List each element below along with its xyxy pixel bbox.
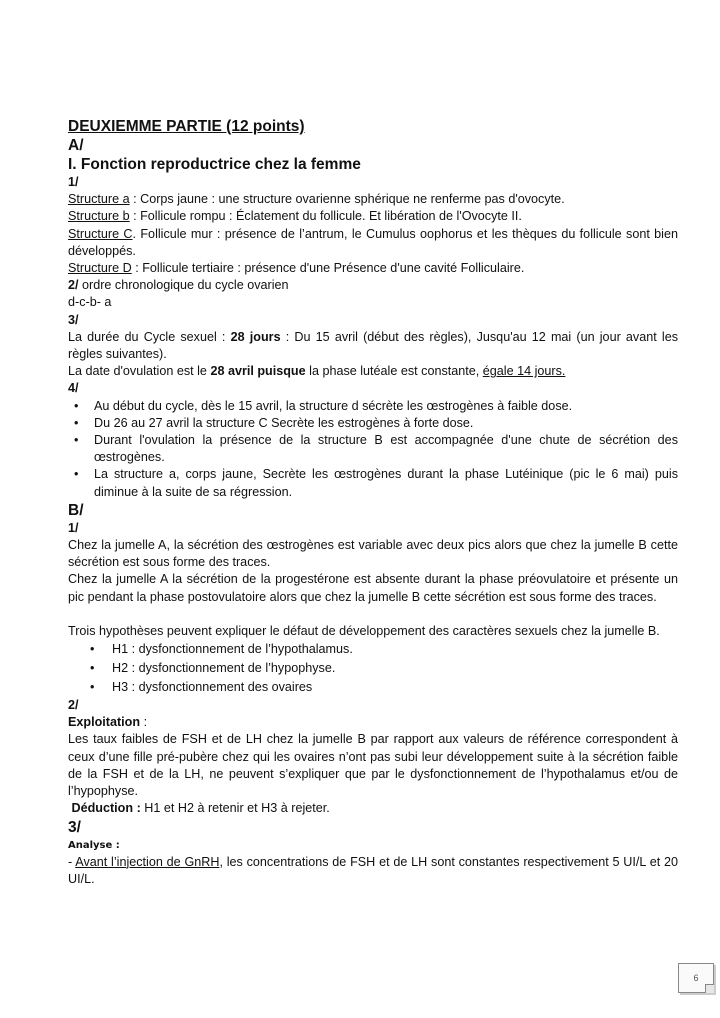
list-item: • H1 : dysfonctionnement de l’hypothalamus. [68, 640, 678, 659]
q3-number: 3/ [68, 312, 79, 327]
q1-number: 1/ [68, 175, 79, 189]
q4-number: 4/ [68, 381, 79, 396]
section-i-title: I. Fonction reproductrice chez la femme [68, 156, 361, 173]
b-paragraph-1: Chez la jumelle A, la sécrétion des œstrogènes est variable avec deux pics alors que chez la jumelle B cette sécrétion est sous forme des traces. [68, 538, 678, 570]
b-paragraph-3: Trois hypothèses peuvent expliquer le défaut de développement des caractères sexuels chez la jumelle B. [68, 623, 660, 638]
list-item: • Au début du cycle, dès le 15 avril, la structure d sécrète les œstrogènes à faible dose. [68, 398, 678, 415]
ovulation-date: La date d'ovulation est le 28 avril puisque la phase lutéale est constante, égale 14 jours. [68, 364, 566, 379]
list-item: • H3 : dysfonctionnement des ovaires [68, 678, 678, 697]
spacer [68, 606, 678, 623]
q4-bullet-list [68, 398, 678, 501]
page-number: 6 [678, 963, 714, 993]
deduction-line: Déduction : H1 et H2 à retenir et H3 à rejeter. [71, 801, 330, 816]
structure-b-line: Structure b : Follicule rompu : Éclatement du follicule. Et libération de l'Ovocyte II. [68, 209, 522, 224]
b-paragraph-2: Chez la jumelle A la sécrétion de la progestérone est absente durant la phase préovulatoire et présente un pic pendant la phase postovulatoire alors que chez la jumelle B cette sécrétion est sous forme des traces. [68, 572, 678, 604]
b-q2-number: 2/ [68, 698, 79, 713]
hypotheses-list [68, 640, 678, 697]
document-page [68, 117, 678, 888]
list-item: • H2 : dysfonctionnement de l’hypophyse. [68, 659, 678, 678]
structure-d-line: Structure D : Follicule tertiaire : présence d'une Présence d'une cavité Folliculaire. [68, 261, 525, 276]
analyse-text: - Avant l’injection de GnRH, les concentrations de FSH et de LH sont constantes respectivement 5 UI/L et 20 UI/L. [68, 854, 678, 886]
section-b-title: B/ [68, 501, 84, 519]
b-q3-number: 3/ [68, 818, 81, 836]
list-item: • Durant l'ovulation la présence de la structure B est accompagnée d'une chute de sécrétion des œstrogènes. [68, 432, 678, 466]
q2-heading: 2/ ordre chronologique du cycle ovarien [68, 278, 289, 293]
q2-answer: d-c-b- a [68, 295, 112, 310]
part-title: DEUXIEMME PARTIE (12 points) [68, 118, 305, 135]
analyse-heading: Analyse : [68, 839, 120, 851]
cycle-duration: La durée du Cycle sexuel : 28 jours : Du 15 avril (début des règles), Jusqu'au 12 mai (un jour avant les règles suivantes). [68, 329, 678, 362]
exploitation-heading: Exploitation : [68, 715, 148, 730]
b-q1-number: 1/ [68, 520, 79, 535]
structure-c-line: Structure C. Follicule mur : présence de l’antrum, le Cumulus oophorus et les thèques du follicule sont bien développés. [68, 226, 678, 258]
section-a-title: A/ [68, 137, 84, 154]
list-item: • Du 26 au 27 avril la structure C Secrète les estrogènes à forte dose. [68, 415, 678, 432]
structure-a-line: Structure a : Corps jaune : une structure ovarienne sphérique ne renferme pas d'ovocyte. [68, 192, 565, 207]
exploitation-text: Les taux faibles de FSH et de LH chez la jumelle B par rapport aux valeurs de référence correspondent à ceux d’une fille pré-pubère chez qui les ovaires n’ont pas subi leur développement suite à la sécrétion faible de la FSH et de la LH, ne peuvent s’expliquer que par le dysfonctionnement de l’hypothalamus et/ou de l’hypophyse. [68, 732, 678, 799]
list-item: • La structure a, corps jaune, Secrète les œstrogènes durant la phase Lutéinique (pic le 6 mai) puis diminue à la suite de sa régression. [68, 466, 678, 500]
